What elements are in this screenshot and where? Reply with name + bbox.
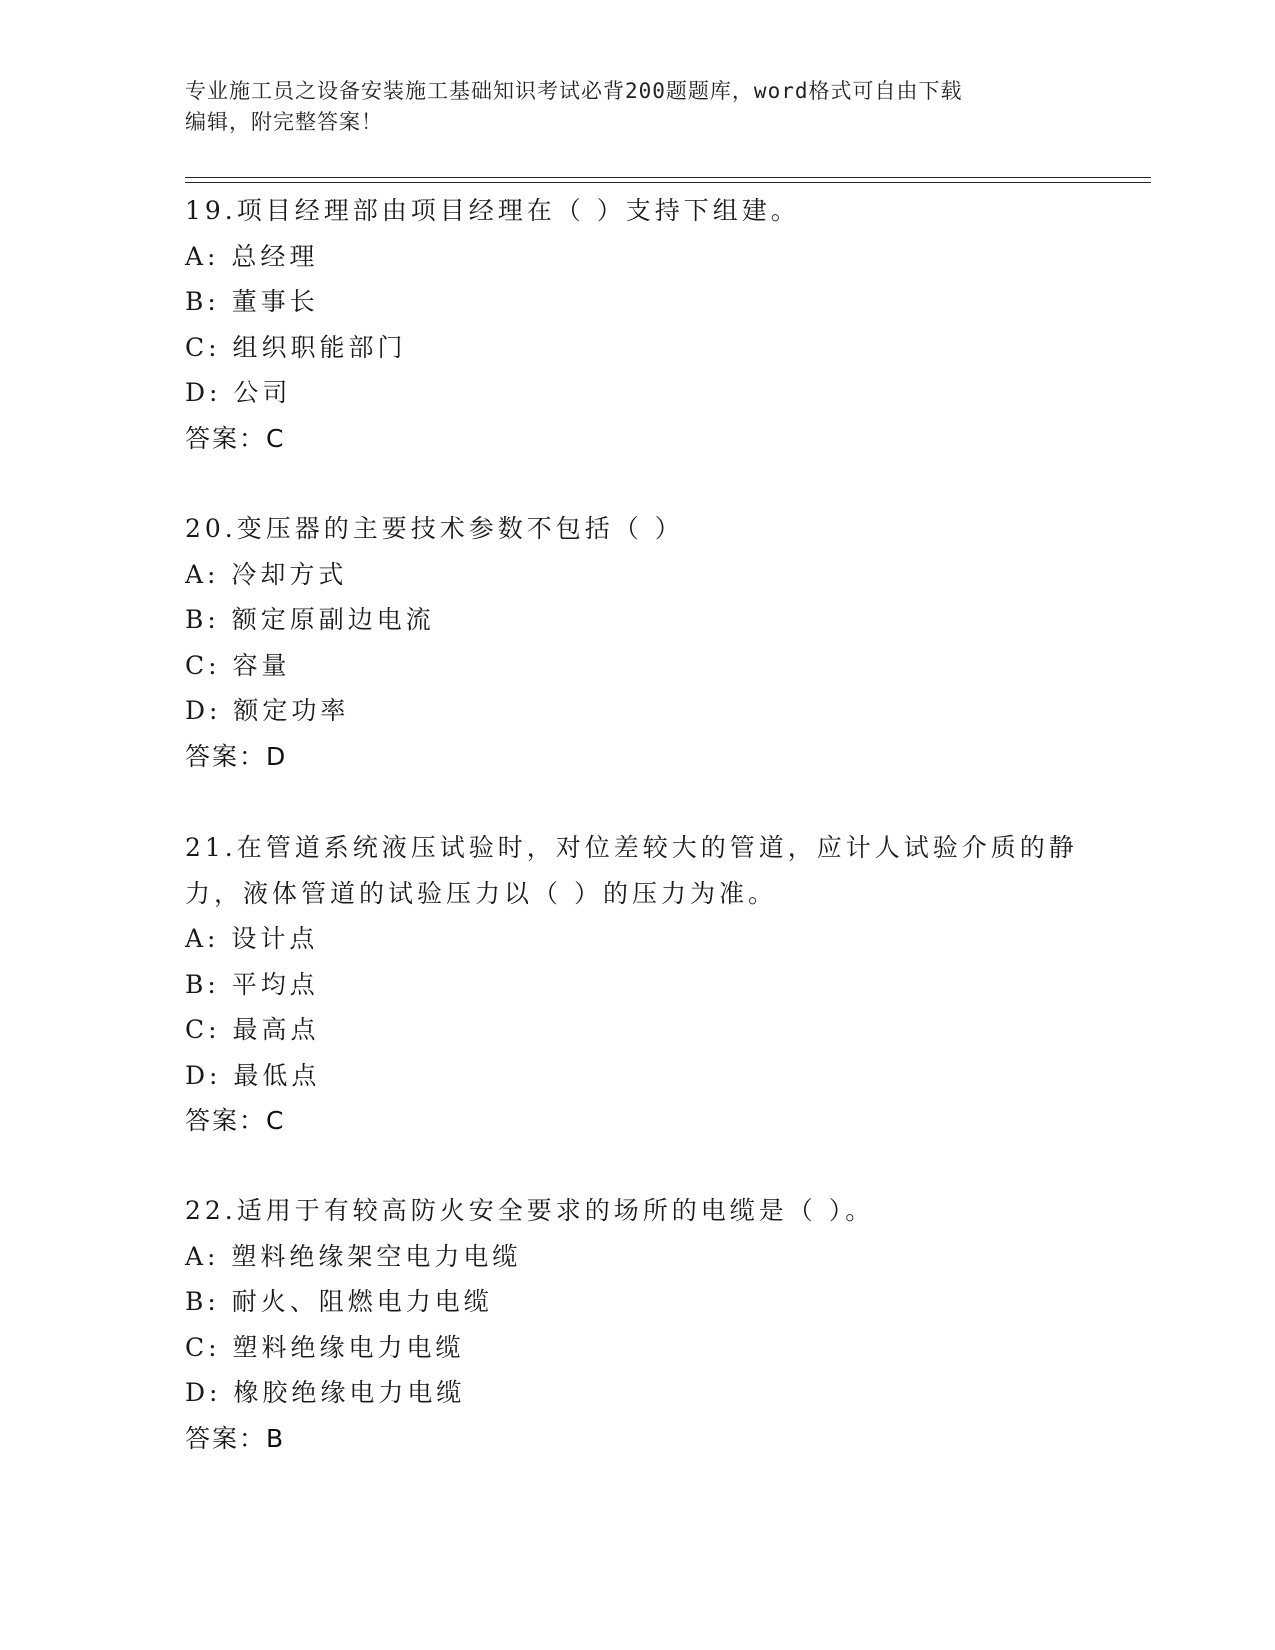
question-stem: 22.适用于有较高防火安全要求的场所的电缆是（ ）。 — [185, 1196, 875, 1225]
answer-line — [185, 416, 1085, 462]
header-line-1: 专业施工员之设备安装施工基础知识考试必背200题题库，word格式可自由下载 — [185, 79, 963, 103]
question-stem-line-1: 21.在管道系统液压试验时，对位差较大的管道，应计人试验介质的静 — [185, 833, 1078, 862]
option-c: C: 容量 — [185, 650, 291, 680]
option-c: C: 塑料绝缘电力电缆 — [185, 1332, 465, 1362]
question-20 — [185, 506, 1085, 779]
answer-line — [185, 734, 1085, 780]
option-b: B: 额定原副边电流 — [185, 605, 435, 634]
option-d: D: 橡胶绝缘电力电缆 — [185, 1378, 466, 1407]
question-stem: 20.变压器的主要技术参数不包括（ ） — [185, 514, 684, 543]
option-a: A: 总经理 — [185, 241, 319, 271]
option-a: A: 冷却方式 — [185, 559, 348, 589]
option-d: D: 最低点 — [185, 1060, 321, 1090]
option-d: D: 公司 — [185, 378, 292, 407]
header-divider-bottom — [185, 182, 1151, 183]
header-line-2: 编辑，附完整答案！ — [185, 110, 383, 134]
question-19 — [185, 188, 1085, 461]
document-header — [185, 76, 1065, 138]
question-21 — [185, 825, 1085, 1144]
answer-value: C — [266, 1106, 286, 1135]
question-22 — [185, 1188, 1085, 1461]
answer-value: D — [266, 741, 288, 771]
option-c: C: 组织职能部门 — [185, 332, 407, 362]
option-b: B: 耐火、阻燃电力电缆 — [185, 1287, 493, 1316]
answer-value: C — [266, 423, 286, 453]
answer-value: B — [266, 1423, 286, 1453]
question-stem-line-2: 力，液体管道的试验压力以（ ）的压力为准。 — [185, 878, 777, 908]
option-b: B: 平均点 — [185, 969, 319, 999]
answer-label: 答案： — [185, 423, 267, 453]
option-b: B: 董事长 — [185, 287, 319, 316]
option-c: C: 最高点 — [185, 1015, 320, 1044]
answer-label: 答案： — [185, 741, 267, 771]
header-divider-top — [185, 177, 1151, 178]
option-a: A: 塑料绝缘架空电力电缆 — [185, 1241, 522, 1271]
answer-label: 答案： — [185, 1106, 267, 1135]
answer-label: 答案： — [185, 1423, 267, 1453]
option-a: A: 设计点 — [185, 924, 319, 953]
answer-line — [185, 1416, 1085, 1462]
answer-line — [185, 1098, 1085, 1144]
option-d: D: 额定功率 — [185, 696, 350, 725]
question-stem: 19.项目经理部由项目经理在（ ）支持下组建。 — [185, 196, 800, 225]
